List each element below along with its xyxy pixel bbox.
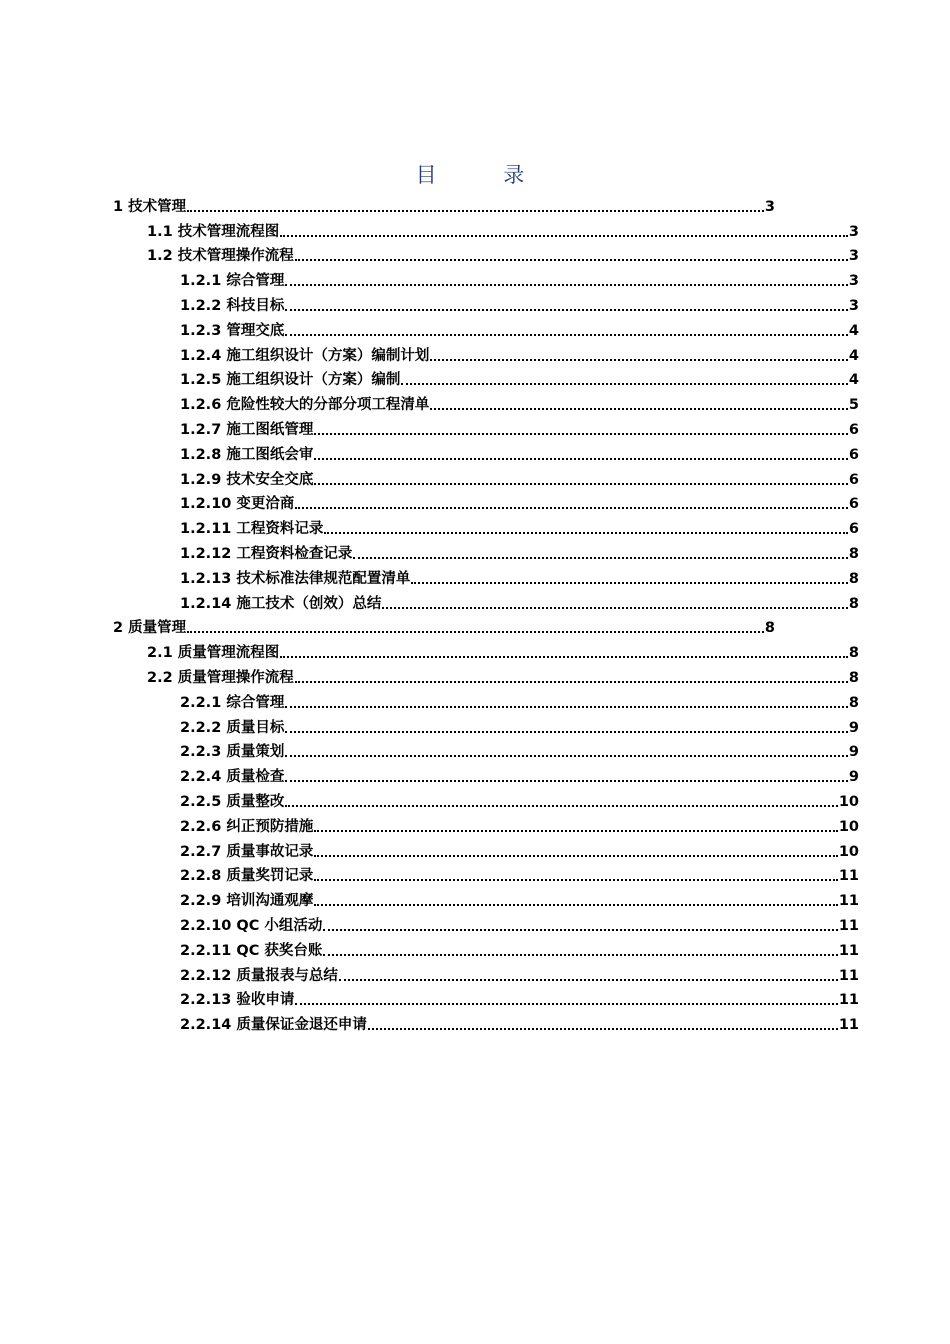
toc-entry[interactable] xyxy=(180,985,859,1010)
toc-entry-page-number: 3 xyxy=(848,223,859,240)
toc-entry-page-number: 10 xyxy=(838,843,859,860)
toc-dot-leader xyxy=(295,507,847,509)
toc-entry-page-number: 11 xyxy=(838,893,859,910)
toc-entry-label: 2.2.3 质量策划 xyxy=(180,744,285,761)
toc-entry-page-number: 4 xyxy=(848,372,859,389)
toc-entry-page-number: 6 xyxy=(848,446,859,463)
toc-entry-label: 1.2.5 施工组织设计（方案）编制 xyxy=(180,372,401,389)
toc-dot-leader xyxy=(430,408,848,410)
toc-entry-page-number: 6 xyxy=(848,421,859,438)
toc-dot-leader xyxy=(187,631,764,633)
toc-entry-page-number: 11 xyxy=(838,917,859,934)
toc-entry-page-number: 9 xyxy=(848,744,859,761)
toc-dot-leader xyxy=(280,656,848,658)
toc-entry[interactable] xyxy=(180,737,859,762)
toc-entry[interactable] xyxy=(180,885,859,910)
toc-entry-label: 1.2.9 技术安全交底 xyxy=(180,471,314,488)
toc-entry-page-number: 8 xyxy=(848,645,859,662)
toc-entry-label: 2.1 质量管理流程图 xyxy=(147,645,280,662)
toc-entry-label: 1.2.6 危险性较大的分部分项工程清单 xyxy=(180,397,430,414)
toc-entry-label: 2.2.9 培训沟通观摩 xyxy=(180,893,314,910)
toc-entry-label: 2.2.1 综合管理 xyxy=(180,694,285,711)
toc-entry-label: 1.2.3 管理交底 xyxy=(180,322,285,339)
toc-dot-leader xyxy=(285,755,848,757)
toc-entry-label: 2.2.5 质量整改 xyxy=(180,793,285,810)
toc-entry-label: 2.2.7 质量事故记录 xyxy=(180,843,314,860)
toc-entry-page-number: 5 xyxy=(848,397,859,414)
toc-entry-label: 1.2.12 工程资料检查记录 xyxy=(180,545,353,562)
toc-dot-leader xyxy=(314,855,837,857)
toc-entry-page-number: 4 xyxy=(848,347,859,364)
toc-entry[interactable] xyxy=(180,588,859,613)
toc-entry[interactable] xyxy=(180,563,859,588)
toc-entry[interactable] xyxy=(180,414,859,439)
toc-entry-page-number: 9 xyxy=(848,719,859,736)
toc-entry-page-number: 3 xyxy=(764,198,775,215)
toc-entry-label: 2.2.13 验收申请 xyxy=(180,992,295,1009)
toc-dot-leader xyxy=(323,929,837,931)
toc-entry[interactable] xyxy=(180,489,859,514)
toc-entry-page-number: 11 xyxy=(838,868,859,885)
toc-entry[interactable] xyxy=(180,1009,859,1034)
toc-dot-leader xyxy=(314,830,837,832)
toc-entry[interactable] xyxy=(147,216,859,241)
toc-dot-leader xyxy=(285,706,848,708)
page-title: 目 录 xyxy=(415,163,555,187)
toc-entry[interactable] xyxy=(147,241,859,266)
toc-entry[interactable] xyxy=(180,761,859,786)
toc-dot-leader xyxy=(314,433,848,435)
toc-entry-page-number: 11 xyxy=(838,967,859,984)
toc-entry-label: 2.2.10 QC 小组活动 xyxy=(180,917,323,934)
toc-dot-leader xyxy=(295,1003,837,1005)
toc-dot-leader xyxy=(401,383,848,385)
toc-entry[interactable] xyxy=(180,712,859,737)
toc-entry[interactable] xyxy=(180,910,859,935)
toc-entry[interactable] xyxy=(180,811,859,836)
toc-dot-leader xyxy=(314,483,848,485)
toc-entry-page-number: 8 xyxy=(848,545,859,562)
toc-entry[interactable] xyxy=(180,265,859,290)
toc-dot-leader xyxy=(280,235,848,237)
toc-entry-label: 2.2.14 质量保证金退还申请 xyxy=(180,1017,367,1034)
toc-dot-leader xyxy=(324,532,847,534)
toc-entry-page-number: 8 xyxy=(848,669,859,686)
toc-entry-page-number: 11 xyxy=(838,942,859,959)
toc-entry-page-number: 11 xyxy=(838,1017,859,1034)
toc-entry-label: 2 质量管理 xyxy=(113,620,187,637)
toc-dot-leader xyxy=(285,780,848,782)
toc-entry[interactable] xyxy=(180,389,859,414)
toc-dot-leader xyxy=(314,879,837,881)
toc-entry-page-number: 8 xyxy=(848,595,859,612)
toc-entry[interactable] xyxy=(180,513,859,538)
toc-entry-label: 1.2 技术管理操作流程 xyxy=(147,248,294,265)
toc-dot-leader xyxy=(295,681,848,683)
toc-entry-page-number: 6 xyxy=(848,521,859,538)
toc-entry-page-number: 9 xyxy=(848,769,859,786)
toc-dot-leader xyxy=(353,557,847,559)
toc-entry-label: 2.2.6 纠正预防措施 xyxy=(180,818,314,835)
toc-entry-page-number: 10 xyxy=(838,793,859,810)
toc-entry-page-number: 4 xyxy=(848,322,859,339)
toc-entry-page-number: 8 xyxy=(848,570,859,587)
toc-dot-leader xyxy=(295,259,848,261)
toc-entry-label: 1.2.4 施工组织设计（方案）编制计划 xyxy=(180,347,430,364)
toc-entry-page-number: 8 xyxy=(848,694,859,711)
toc-dot-leader xyxy=(285,805,837,807)
toc-dot-leader xyxy=(314,904,837,906)
toc-entry[interactable] xyxy=(180,687,859,712)
toc-entry-page-number: 3 xyxy=(848,248,859,265)
toc-dot-leader xyxy=(339,979,838,981)
toc-entry[interactable] xyxy=(180,538,859,563)
toc-entry-label: 2.2.11 QC 获奖台账 xyxy=(180,942,323,959)
table-of-contents xyxy=(0,191,950,1034)
toc-entry-page-number: 3 xyxy=(848,297,859,314)
toc-entry[interactable] xyxy=(180,935,859,960)
toc-entry-label: 1.2.13 技术标准法律规范配置清单 xyxy=(180,570,411,587)
toc-dot-leader xyxy=(430,359,848,361)
toc-dot-leader xyxy=(187,210,764,212)
toc-entry[interactable] xyxy=(180,861,859,886)
toc-entry-label: 2.2 质量管理操作流程 xyxy=(147,669,294,686)
toc-dot-leader xyxy=(285,731,848,733)
toc-entry-label: 1.2.11 工程资料记录 xyxy=(180,521,324,538)
toc-entry-label: 1.2.1 综合管理 xyxy=(180,273,285,290)
toc-entry[interactable] xyxy=(147,662,859,687)
toc-entry-label: 2.2.4 质量检查 xyxy=(180,769,285,786)
toc-entry[interactable] xyxy=(113,191,775,216)
toc-entry-page-number: 10 xyxy=(838,818,859,835)
toc-entry[interactable] xyxy=(180,439,859,464)
toc-entry[interactable] xyxy=(180,786,859,811)
toc-entry[interactable] xyxy=(147,637,859,662)
toc-entry-page-number: 8 xyxy=(764,620,775,637)
toc-entry-page-number: 11 xyxy=(838,992,859,1009)
toc-entry[interactable] xyxy=(180,315,859,340)
toc-entry-label: 1.2.14 施工技术（创效）总结 xyxy=(180,595,382,612)
toc-entry-label: 1.2.8 施工图纸会审 xyxy=(180,446,314,463)
toc-entry-page-number: 6 xyxy=(848,496,859,513)
toc-entry[interactable] xyxy=(180,290,859,315)
toc-entry-label: 1.2.2 科技目标 xyxy=(180,297,285,314)
toc-entry-label: 2.2.12 质量报表与总结 xyxy=(180,967,338,984)
toc-dot-leader xyxy=(285,334,848,336)
toc-entry-page-number: 6 xyxy=(848,471,859,488)
toc-entry-label: 1.1 技术管理流程图 xyxy=(147,223,280,240)
toc-dot-leader xyxy=(368,1028,838,1030)
toc-dot-leader xyxy=(382,607,847,609)
toc-entry-label: 1.2.10 变更洽商 xyxy=(180,496,295,513)
toc-entry-label: 2.2.2 质量目标 xyxy=(180,719,285,736)
toc-dot-leader xyxy=(285,284,848,286)
toc-entry-label: 1 技术管理 xyxy=(113,198,187,215)
toc-entry[interactable] xyxy=(180,960,859,985)
toc-dot-leader xyxy=(314,458,848,460)
toc-entry[interactable] xyxy=(113,613,775,638)
toc-entry-label: 2.2.8 质量奖罚记录 xyxy=(180,868,314,885)
toc-dot-leader xyxy=(285,309,848,311)
toc-entry[interactable] xyxy=(180,464,859,489)
toc-entry[interactable] xyxy=(180,340,859,365)
toc-dot-leader xyxy=(411,582,847,584)
toc-entry[interactable] xyxy=(180,365,859,390)
toc-entry-label: 1.2.7 施工图纸管理 xyxy=(180,421,314,438)
toc-entry-page-number: 3 xyxy=(848,273,859,290)
toc-entry[interactable] xyxy=(180,836,859,861)
toc-dot-leader xyxy=(323,954,837,956)
